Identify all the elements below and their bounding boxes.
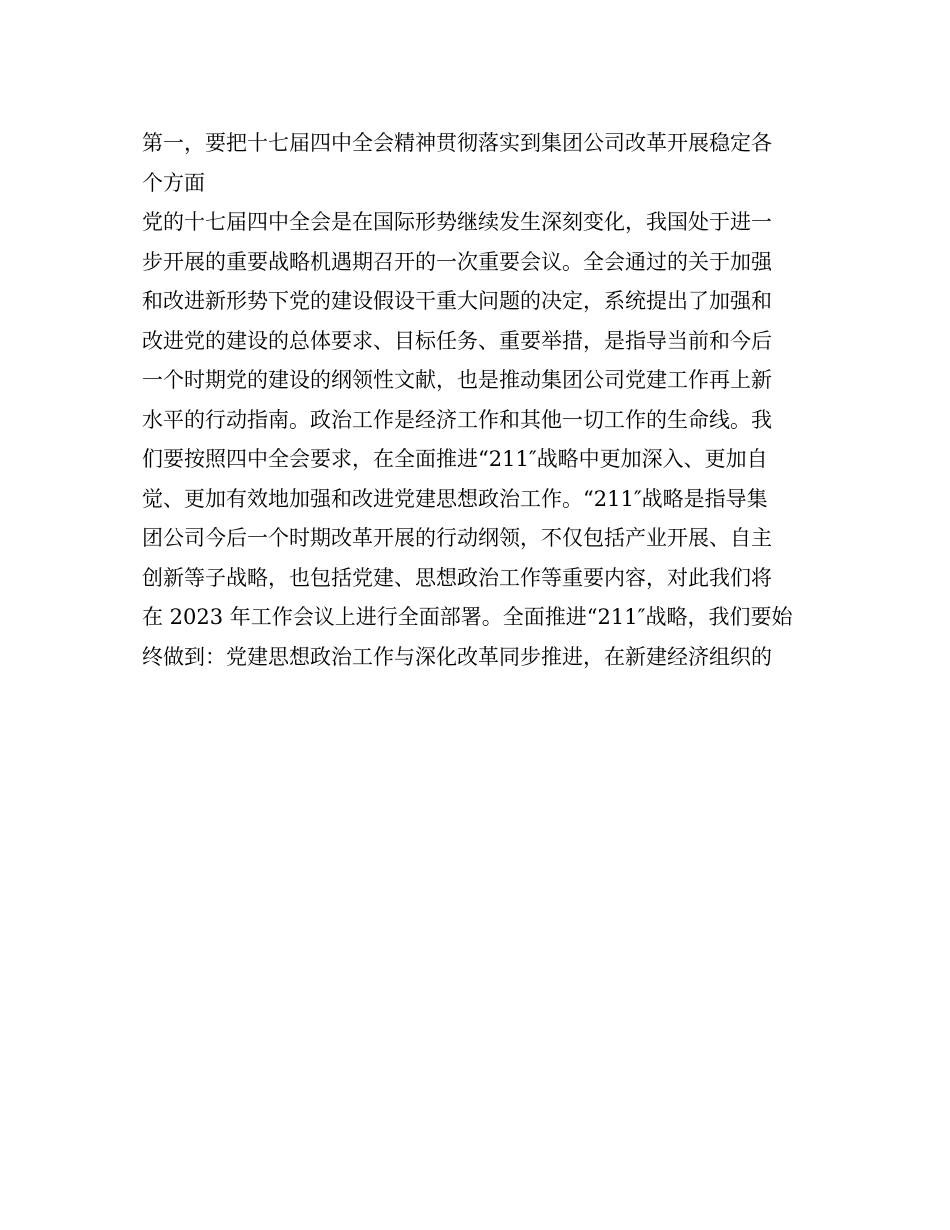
body-line-3: 和改进新形势下党的建设假设干重大问题的决定，系统提出了加强和: [142, 289, 772, 313]
document-text: [142, 124, 812, 677]
body-line-9: 团公司今后一个时期改革开展的行动纲领，不仅包括产业开展、自主: [142, 526, 772, 550]
heading-line-1: 第一，要把十七届四中全会精神贯彻落实到集团公司改革开展稳定各: [142, 131, 772, 155]
heading-line-2: 个方面: [142, 170, 205, 195]
body-line-1: 党的十七届四中全会是在国际形势继续发生深刻变化，我国处于进一: [142, 210, 772, 234]
body-line-5: 一个时期党的建设的纲领性文献，也是推动集团公司党建工作再上新: [142, 368, 772, 392]
body-line-12: 终做到：党建思想政治工作与深化改革同步推进，在新建经济组织的: [142, 644, 772, 669]
body-line-6: 水平的行动指南。政治工作是经济工作和其他一切工作的生命线。我: [142, 407, 772, 432]
body-line-8: 觉、更加有效地加强和改进党建思想政治工作。“211″战略是指导集: [142, 486, 768, 511]
body-line-2: 步开展的重要战略机遇期召开的一次重要会议。全会通过的关于加强: [142, 249, 772, 274]
body-line-7: 们要按照四中全会要求，在全面推进“211″战略中更加深入、更加自: [142, 447, 768, 471]
body-line-11: 在 2023 年工作会议上进行全面部署。全面推进“211″战略，我们要始: [142, 605, 793, 629]
body-line-4: 改进党的建设的总体要求、目标任务、重要举措，是指导当前和今后: [142, 328, 772, 353]
body-line-10: 创新等子战略，也包括党建、思想政治工作等重要内容，对此我们将: [142, 565, 772, 590]
